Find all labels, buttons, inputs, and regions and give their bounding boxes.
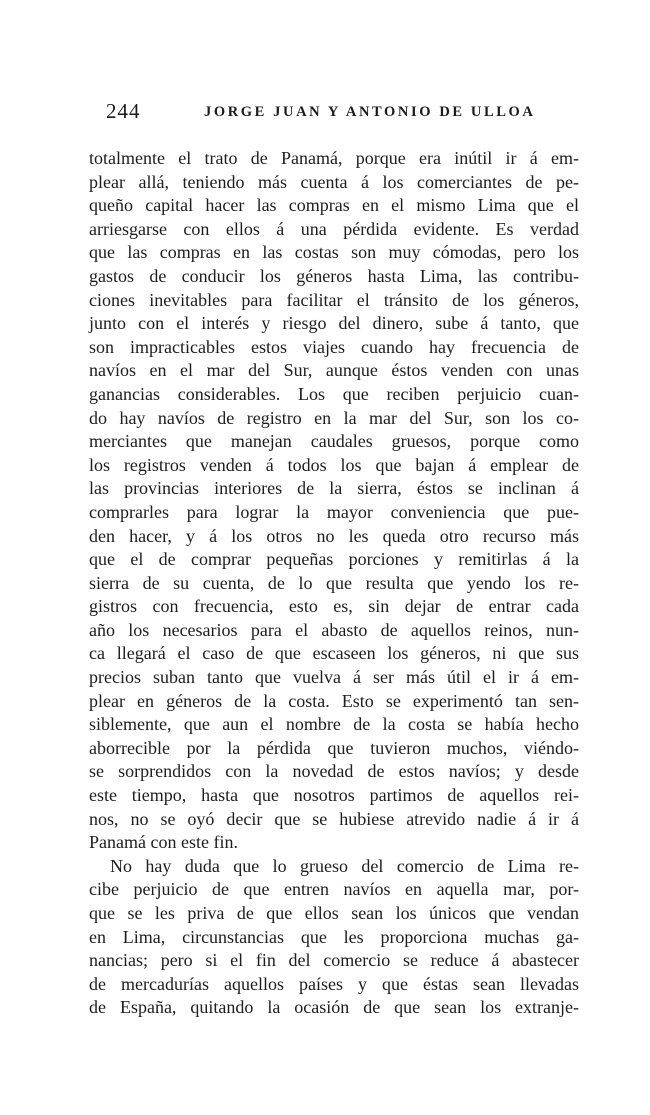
text-line: que las compras en las costas son muy cómodas, pero los [89, 242, 579, 263]
text-line: precios suban tanto que vuelva á ser más útil el ir á em- [89, 667, 579, 688]
text-line: siblemente, que aun el nombre de la costa se había hecho [89, 714, 579, 735]
text-line: que se les priva de que ellos sean los únicos que vendan [89, 903, 579, 923]
text-line: gistros con frecuencia, esto es, sin dejar de entrar cada [89, 596, 579, 617]
text-line: plear allá, teniendo más cuenta á los comerciantes de pe- [89, 171, 579, 192]
text-line: merciantes que manejan caudales gruesos, porque como [89, 431, 579, 452]
text-line: en Lima, circunstancias que les proporciona muchas ga- [89, 926, 579, 947]
page-number: 244 [106, 99, 141, 123]
text-line: ganancias considerables. Los que reciben perjuicio cuan- [89, 383, 579, 404]
text-line: gastos de conducir los géneros hasta Lima, las contribu- [89, 265, 579, 286]
text-line: No hay duda que lo grueso del comercio de Lima re- [110, 855, 579, 876]
text-line: do hay navíos de registro en la mar del Sur, son los co- [89, 407, 579, 428]
text-line: ciones inevitables para facilitar el tránsito de los géneros, [89, 289, 579, 310]
text-line: nancias; pero si el fin del comercio se reduce á abastecer [89, 950, 579, 971]
text-line: comprarles para lograr la mayor conveniencia que pue- [89, 501, 579, 522]
text-line: de mercadurías aquellos países y que éstas sean llevadas [89, 973, 579, 994]
text-line: plear en géneros de la costa. Esto se experimentó tan sen- [89, 690, 579, 711]
running-title: JORGE JUAN Y ANTONIO DE ULLOA [204, 104, 536, 120]
text-line: Panamá con este fin. [89, 832, 238, 853]
text-line: que el de comprar pequeñas porciones y remitirlas á la [89, 549, 579, 570]
body-text [89, 147, 579, 1020]
text-line: navíos en el mar del Sur, aunque éstos venden con unas [89, 360, 579, 381]
text-line: se sorprendidos con la novedad de estos navíos; y desde [89, 761, 579, 782]
text-line: ca llegará el caso de que escaseen los géneros, ni que sus [89, 643, 579, 664]
text-line: los registros venden á todos los que bajan á emplear de [89, 454, 579, 475]
text-line: este tiempo, hasta que nosotros partimos de aquellos rei- [89, 785, 579, 806]
text-line: sierra de su cuenta, de lo que resulta que yendo los re- [89, 572, 579, 593]
text-line: den hacer, y á los otros no les queda otro recurso más [89, 525, 579, 546]
text-line: junto con el interés y riesgo del dinero, sube á tanto, que [89, 313, 579, 334]
text-line: de España, quitando la ocasión de que sean los extranje- [89, 997, 579, 1018]
text-line: año los necesarios para el abasto de aquellos reinos, nun- [89, 619, 579, 640]
text-line: arriesgarse con ellos á una pérdida evidente. Es verdad [89, 218, 579, 239]
text-line: totalmente el trato de Panamá, porque era inútil ir á em- [89, 148, 579, 168]
text-line: nos, no se oyó decir que se hubiese atrevido nadie á ir á [89, 808, 579, 829]
text-line: son impracticables estos viajes cuando hay frecuencia de [89, 336, 579, 357]
text-line: queño capital hacer las compras en el mismo Lima que el [89, 195, 579, 216]
text-line: las provincias interiores de la sierra, éstos se inclinan á [89, 478, 579, 499]
text-line: cibe perjuicio de que entren navíos en aquella mar, por- [89, 879, 579, 900]
text-line: aborrecible por la pérdida que tuvieron muchos, viéndo- [89, 737, 579, 758]
